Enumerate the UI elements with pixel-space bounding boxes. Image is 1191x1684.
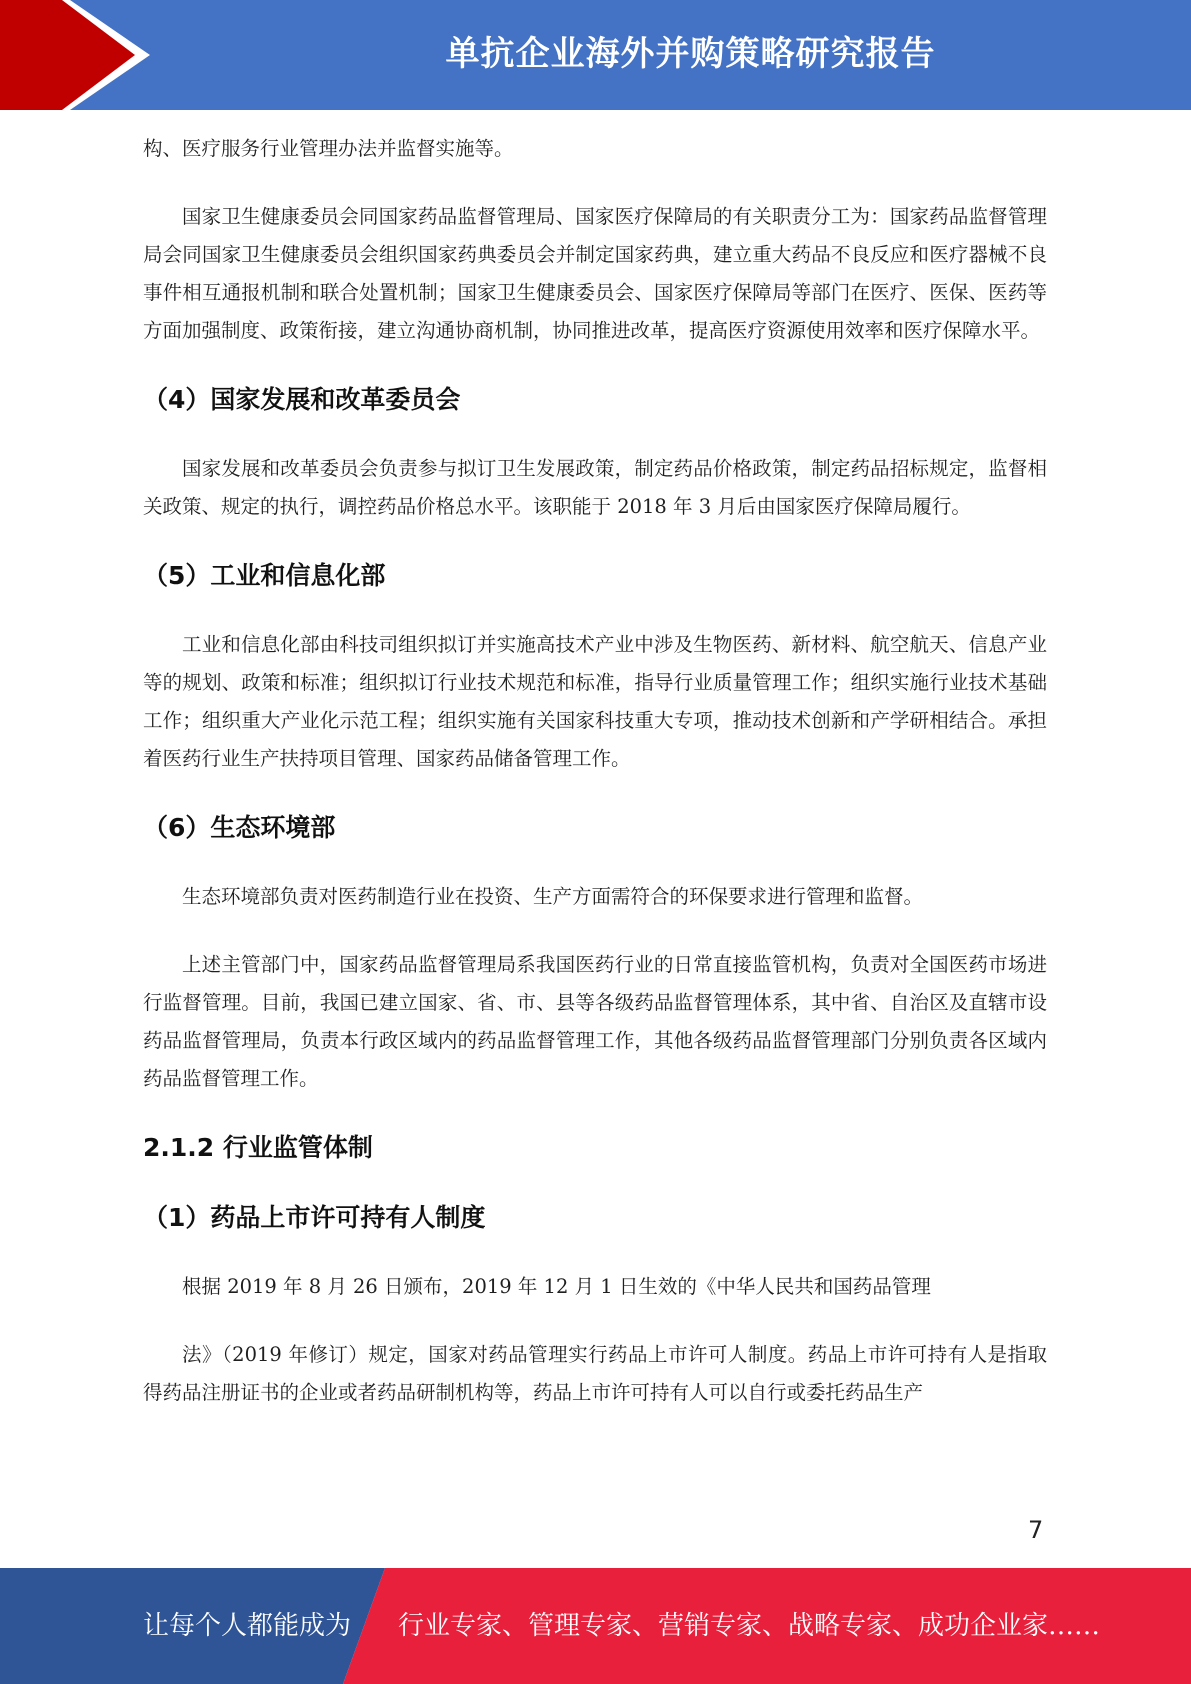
page-header	[0, 0, 1191, 110]
heading-mah-system: （1）药品上市许可持有人制度	[143, 1203, 486, 1232]
heading-mee: （6）生态环境部	[143, 813, 336, 842]
paragraph-continuation: 构、医疗服务行业管理办法并监督实施等。	[143, 137, 514, 160]
footer-slogan-right: 行业专家、管理专家、营销专家、战略专家、成功企业家……	[398, 1611, 1101, 1641]
paragraph-miit: 工业和信息化部由科技司组织拟订并实施高技术产业中涉及生物医药、新材料、航空航天、信息产业等的规划、政策和标准；组织拟订行业技术规范和标准，指导行业质量管理工作；组织实施行业技术基础工作；组织重大产业化示范工程；组织实施有关国家科技重大专项，推动技术创新和产学研相结合。承担着医药行业生产扶持项目管理、国家药品储备管理工作。	[143, 633, 1047, 770]
heading-section-2-1-2: 2.1.2 行业监管体制	[143, 1133, 373, 1162]
page-number: 7	[1028, 1516, 1044, 1544]
paragraph-law-continued: 法》（2019 年修订）规定，国家对药品管理实行药品上市许可人制度。药品上市许可持有人是指取得药品注册证书的企业或者药品研制机构等，药品上市许可持有人可以自行或委托药品生产	[143, 1343, 1047, 1404]
paragraph-mee: 生态环境部负责对医药制造行业在投资、生产方面需符合的环保要求进行管理和监督。	[182, 885, 924, 908]
heading-ndrc: （4）国家发展和改革委员会	[143, 385, 461, 414]
paragraph-law-intro: 根据 2019 年 8 月 26 日颁布，2019 年 12 月 1 日生效的《中华人民共和国药品管理	[182, 1275, 931, 1298]
document-body	[143, 130, 1047, 1412]
paragraph-health-division: 国家卫生健康委员会同国家药品监督管理局、国家医疗保障局的有关职责分工为：国家药品监督管理局会同国家卫生健康委员会组织国家药典委员会并制定国家药典，建立重大药品不良反应和医疗器械不良事件相互通报机制和联合处置机制；国家卫生健康委员会、国家医疗保障局等部门在医疗、医保、医药等方面加强制度、政策衔接，建立沟通协商机制，协同推进改革，提高医疗资源使用效率和医疗保障水平。	[143, 205, 1047, 342]
report-title: 单抗企业海外并购策略研究报告	[445, 34, 936, 74]
paragraph-summary: 上述主管部门中，国家药品监督管理局系我国医药行业的日常直接监管机构，负责对全国医药市场进行监督管理。目前，我国已建立国家、省、市、县等各级药品监督管理体系，其中省、自治区及直辖市设药品监督管理局，负责本行政区域内的药品监督管理工作，其他各级药品监督管理部门分别负责各区域内药品监督管理工作。	[143, 953, 1047, 1090]
footer-slogan-left: 让每个人都能成为	[143, 1611, 352, 1641]
paragraph-ndrc: 国家发展和改革委员会负责参与拟订卫生发展政策，制定药品价格政策，制定药品招标规定，监督相关政策、规定的执行，调控药品价格总水平。该职能于 2018 年 3 月后由国家医疗保障局履行。	[143, 457, 1047, 518]
header-arrow-decoration	[0, 0, 160, 110]
heading-miit: （5）工业和信息化部	[143, 561, 386, 590]
page-footer	[0, 1568, 1191, 1684]
